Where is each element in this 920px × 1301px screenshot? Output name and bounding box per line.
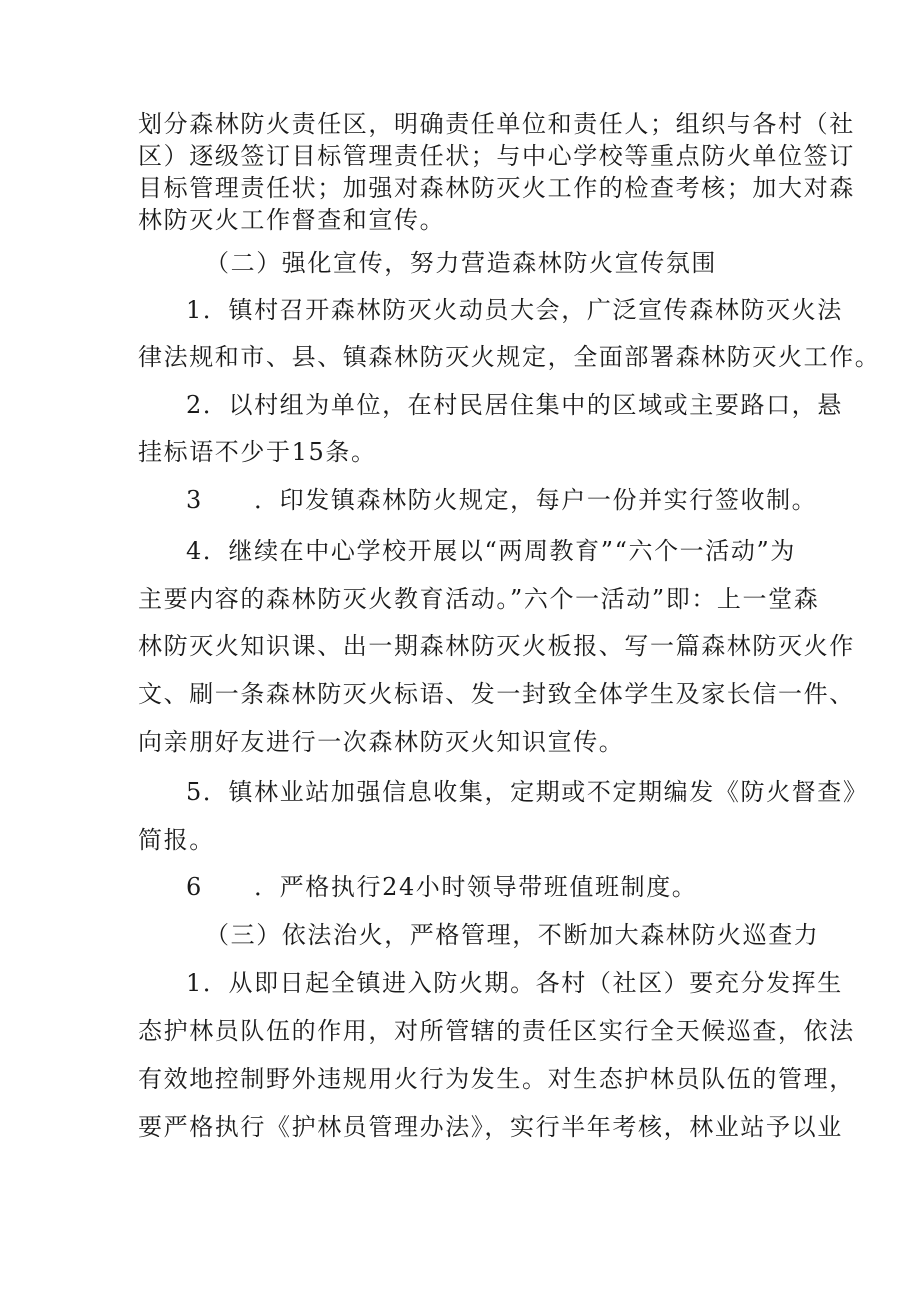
text-line: 目标管理责任状；加强对森林防灭火工作的检查考核；加大对森 <box>138 174 855 202</box>
text-line: 有效地控制野外违规用火行为发生。对生态护林员队伍的管理， <box>138 1065 855 1093</box>
text-line: 主要内容的森林防灭火教育活动。”六个一活动”即：上一堂森 <box>138 585 820 613</box>
text-line: 律法规和市、县、镇森林防灭火规定，全面部署森林防灭火工作。 <box>138 343 881 371</box>
text-line: 1．镇村召开森林防灭火动员大会，广泛宣传森林防灭火法 <box>186 296 843 324</box>
text-line: 要严格执行《护林员管理办法》，实行半年考核，林业站予以业 <box>138 1113 843 1141</box>
text-line: 4．继续在中心学校开展以“两周教育”“六个一活动”为 <box>186 537 796 565</box>
text-line: 挂标语不少于15条。 <box>138 438 377 466</box>
text-line: 林防灭火工作督查和宣传。 <box>138 206 446 234</box>
text-line: 划分森林防火责任区，明确责任单位和责任人；组织与各村（社 <box>138 110 855 138</box>
text-line: 向亲朋好友进行一次森林防灭火知识宣传。 <box>138 728 625 756</box>
text-line: 5．镇林业站加强信息收集，定期或不定期编发《防火督查》 <box>186 778 869 806</box>
section-heading: （二）强化宣传，努力营造森林防火宣传氛围 <box>205 249 717 277</box>
text-line: 6 ．严格执行24小时领导带班值班制度。 <box>186 873 698 901</box>
text-line: 区）逐级签订目标管理责任状；与中心学校等重点防火单位签订 <box>138 142 855 170</box>
text-line: 文、刷一条森林防灭火标语、发一封致全体学生及家长信一件、 <box>138 680 855 708</box>
text-line: 简报。 <box>138 826 215 854</box>
section-heading: （三）依法治火，严格管理，不断加大森林防火巡查力 <box>205 921 820 949</box>
text-line: 1．从即日起全镇进入防火期。各村（社区）要充分发挥生 <box>186 969 843 997</box>
text-line: 林防灭火知识课、出一期森林防灭火板报、写一篇森林防灭火作 <box>138 632 855 660</box>
text-line: 2．以村组为单位，在村民居住集中的区域或主要路口，悬 <box>186 391 843 419</box>
text-line: 3 ．印发镇森林防火规定，每户一份并实行签收制。 <box>186 486 818 514</box>
text-line: 态护林员队伍的作用，对所管辖的责任区实行全天候巡查，依法 <box>138 1017 855 1045</box>
